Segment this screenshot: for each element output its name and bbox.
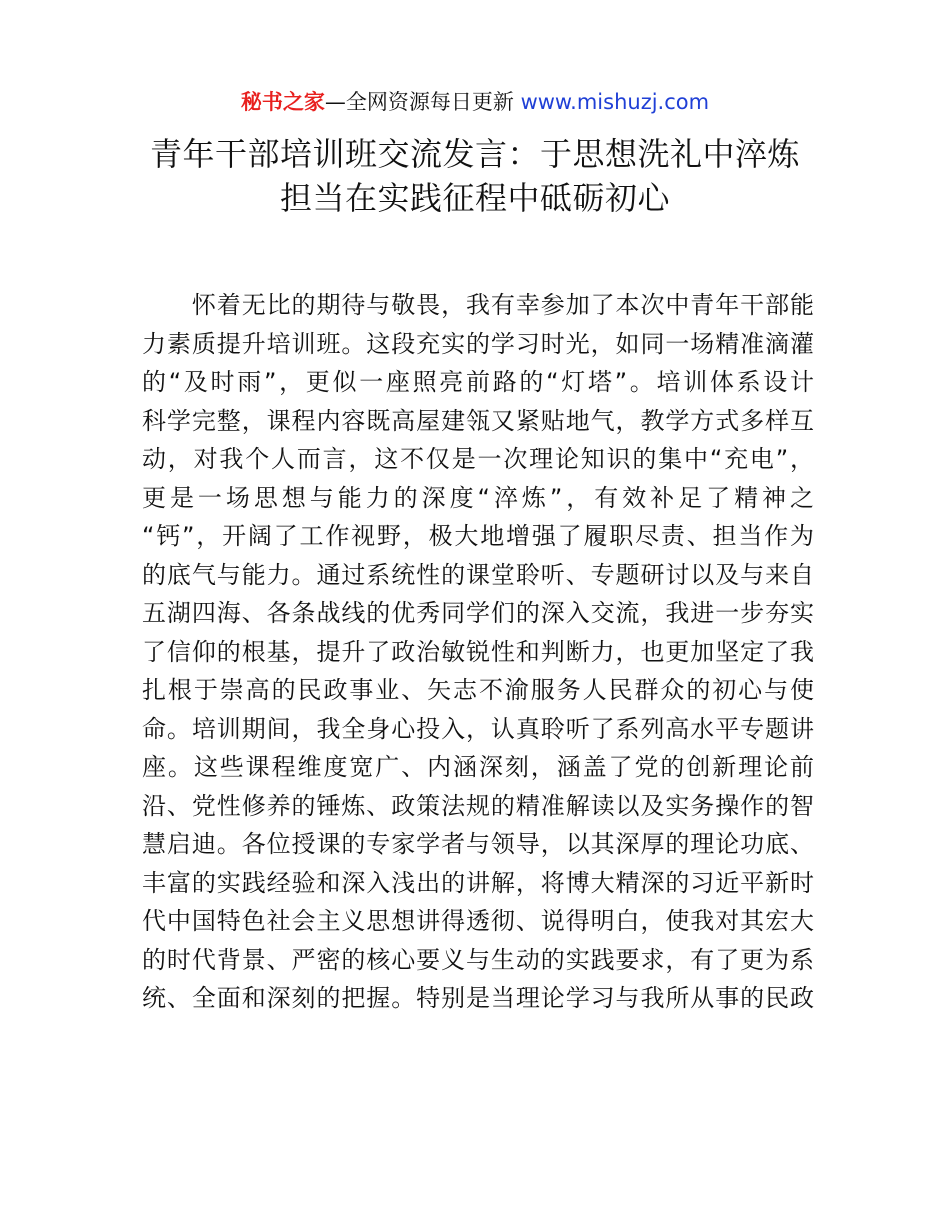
body-paragraph [142,286,814,1018]
body-line: 的“及时雨”，更似一座照亮前路的“灯塔”。培训体系设计 [142,368,814,396]
site-url-link[interactable]: www.mishuzj.com [520,90,710,114]
body-line: “钙”，开阔了工作视野，极大地增强了履职尽责、担当作为 [142,522,814,550]
body-line: 更是一场思想与能力的深度“淬炼”，有效补足了精神之 [142,483,814,512]
body-line: 的底气与能力。通过系统性的课堂聆听、专题研讨以及与来自 [142,560,814,589]
body-line: 的时代背景、严密的核心要义与生动的实践要求，有了更为系 [142,945,814,974]
body-line: 动，对我个人而言，这不仅是一次理论知识的集中“充电”， [142,445,814,473]
body-line: 慧启迪。各位授课的专家学者与领导，以其深厚的理论功底、 [142,830,814,858]
site-header [0,88,950,116]
body-line: 命。培训期间，我全身心投入，认真聆听了系列高水平专题讲 [142,714,814,743]
body-line: 丰富的实践经验和深入浅出的讲解，将博大精深的习近平新时 [142,868,814,897]
body-line: 统、全面和深刻的把握。特别是当理论学习与我所从事的民政 [142,984,814,1012]
body-line: 怀着无比的期待与敬畏，我有幸参加了本次中青年干部能 [142,291,814,319]
body-line: 沿、党性修养的锤炼、政策法规的精准解读以及实务操作的智 [142,791,814,820]
title-line-2: 担当在实践征程中砥砺初心 [279,179,670,217]
body-line: 科学完整，课程内容既高屋建瓴又紧贴地气，教学方式多样互 [142,406,814,435]
body-line: 五湖四海、各条战线的优秀同学们的深入交流，我进一步夯实 [142,599,814,627]
site-brand: 秘书之家 [240,90,325,114]
site-tagline: —全网资源每日更新 [324,90,521,114]
body-line: 了信仰的根基，提升了政治敏锐性和判断力，也更加坚定了我 [142,637,814,666]
title-line-1: 青年干部培训班交流发言：于思想洗礼中淬炼 [149,135,800,173]
body-line: 扎根于崇高的民政事业、矢志不渝服务人民群众的初心与使 [142,676,814,704]
body-line: 代中国特色社会主义思想讲得透彻、说得明白，使我对其宏大 [142,907,814,935]
document-title [0,132,950,220]
body-line: 座。这些课程维度宽广、内涵深刻，涵盖了党的创新理论前 [142,753,814,781]
body-line: 力素质提升培训班。这段充实的学习时光，如同一场精准滴灌 [142,329,814,358]
